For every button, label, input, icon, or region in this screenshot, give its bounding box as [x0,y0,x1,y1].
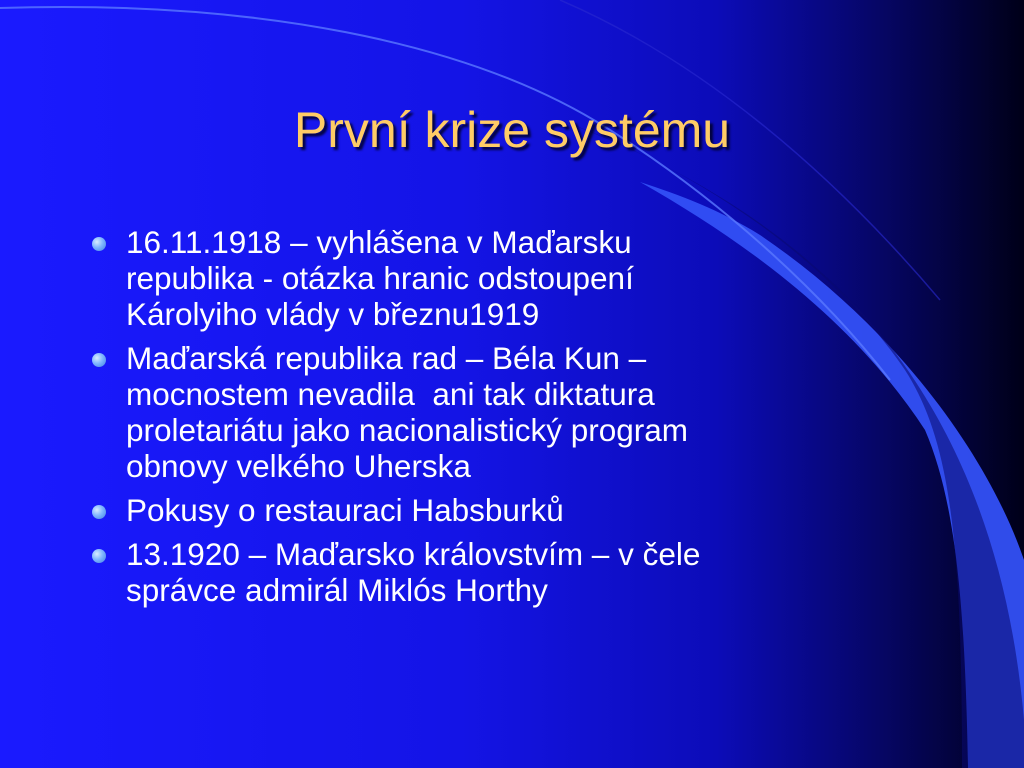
slide-title: První krize systému [293,102,731,158]
bullet-dot-icon [92,353,106,367]
bullet-dot-icon [92,549,106,563]
bullet-dot-icon [92,237,106,251]
bullet-dot-icon [92,505,106,519]
bullet-text: Pokusy o restauraci Habsburků [126,492,564,528]
bullet-item [88,536,888,608]
bullet-item [88,492,888,528]
bullet-item [88,340,888,484]
bullet-list [88,224,888,616]
bullet-text: Maďarská republika rad – Béla Kun – mocnostem nevadila ani tak diktatura proletariátu jako nacionalistický program obnovy velkého Uherska [126,340,689,484]
bullet-item [88,224,888,332]
bullet-text: 13.1920 – Maďarsko královstvím – v čele správce admirál Miklós Horthy [126,536,701,608]
bullet-text: 16.11.1918 – vyhlášena v Maďarsku republika - otázka hranic odstoupení Károlyiho vlády v březnu1919 [126,224,634,332]
